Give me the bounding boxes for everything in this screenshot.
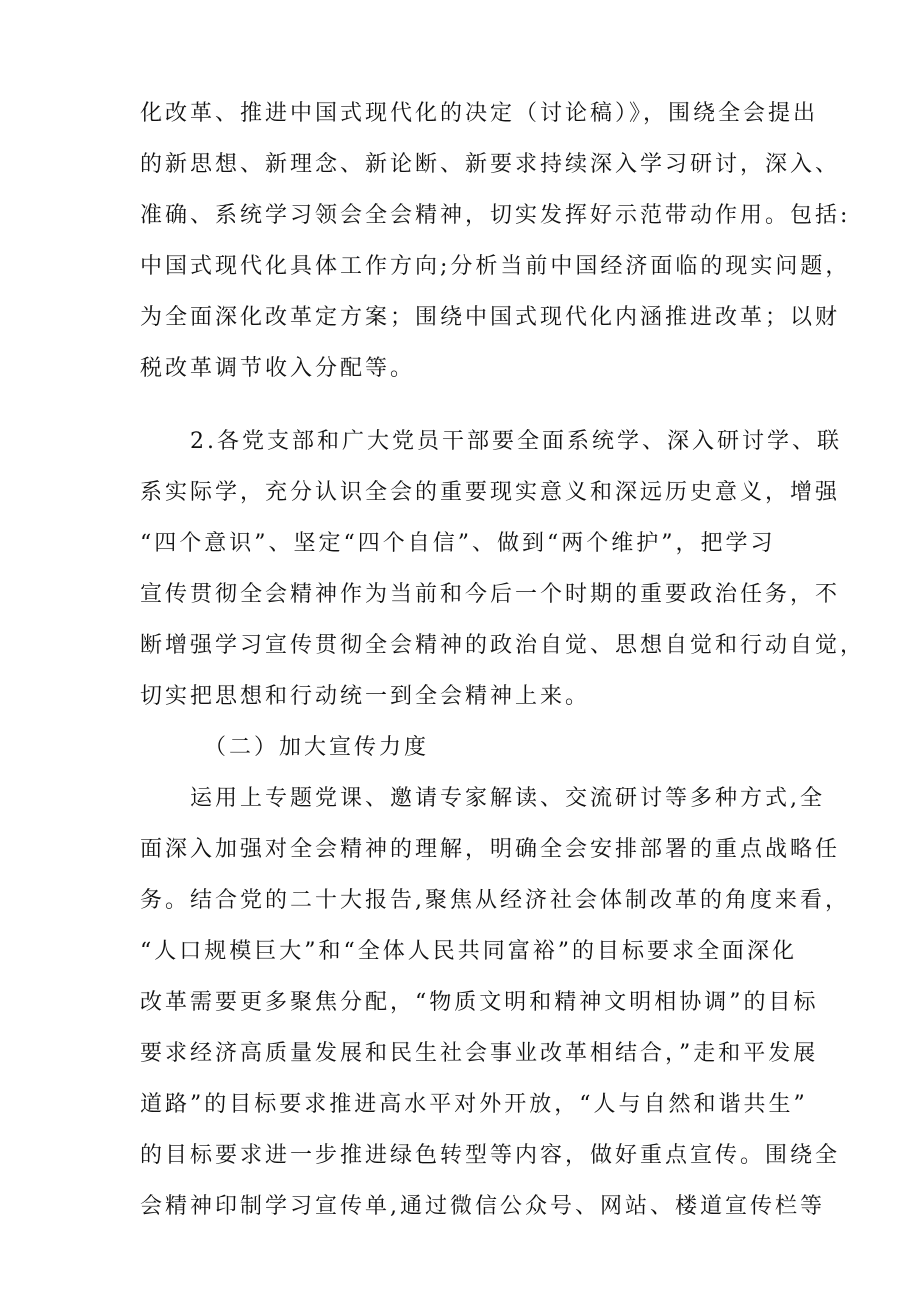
text-line: 要求经济高质量发展和民生社会事业改革相结合，”走和平发展: [140, 1041, 819, 1066]
text-line: 为全面深化改革定方案；围绕中国式现代化内涵推进改革；以财: [140, 305, 841, 330]
text-line: 务。结合党的二十大报告,聚焦从经济社会体制改革的角度来看，: [140, 888, 850, 913]
text-line: 化改革、推进中国式现代化的决定（讨论稿）》，围绕全会提出: [140, 101, 819, 126]
text-line: 改革需要更多聚焦分配，“物质文明和精神文明相协调”的目标: [140, 990, 819, 1015]
text-line: 的新思想、新理念、新论断、新要求持续深入学习研讨，深入、: [140, 152, 841, 177]
paragraph-2: [140, 416, 866, 722]
text-line: 道路”的目标要求推进高水平对外开放，“人与自然和谐共生”: [140, 1092, 808, 1117]
text-line-first: 运用上专题党课、邀请专家解读、交流研讨等多种方式,全: [190, 786, 825, 811]
text-line: 税改革调节收入分配等。: [140, 356, 416, 381]
text-line-first: 2.各党支部和广大党员干部要全面系统学、深入研讨学、联: [190, 429, 842, 454]
text-line: 的目标要求进一步推进绿色转型等内容，做好重点宣传。围绕全: [140, 1143, 841, 1168]
text-line: 宣传贯彻全会精神作为当前和今后一个时期的重要政治任务，不: [140, 582, 841, 607]
paragraph-gap: [140, 394, 780, 416]
section-heading: （二）加大宣传力度: [204, 735, 430, 760]
text-line: 切实把思想和行动统一到全会精神上来。: [140, 684, 591, 709]
text-line: 会精神印制学习宣传单,通过微信公众号、网站、楼道宣传栏等: [140, 1194, 825, 1219]
text-line: 系实际学，充分认识全会的重要现实意义和深远历史意义，增强: [140, 480, 841, 505]
text-line: “人口规模巨大”和“全体人民共同富裕”的目标要求全面深化: [140, 939, 797, 964]
document-body: [140, 88, 866, 1232]
text-line: 面深入加强对全会精神的理解，明确全会安排部署的重点战略任: [140, 837, 841, 862]
text-line: “四个意识”、坚定“四个自信”、做到“两个维护”，把学习: [140, 531, 776, 556]
text-line: 准确、系统学习领会全会精神，切实发挥好示范带动作用。包括:: [140, 203, 851, 228]
paragraph-continuation: [140, 88, 851, 394]
text-line: 中国式现代化具体工作方向;分析当前中国经济面临的现实问题，: [140, 254, 851, 279]
text-line: 断增强学习宣传贯彻全会精神的政治自觉、思想自觉和行动自觉，: [140, 633, 866, 658]
paragraph-3: [140, 773, 850, 1232]
